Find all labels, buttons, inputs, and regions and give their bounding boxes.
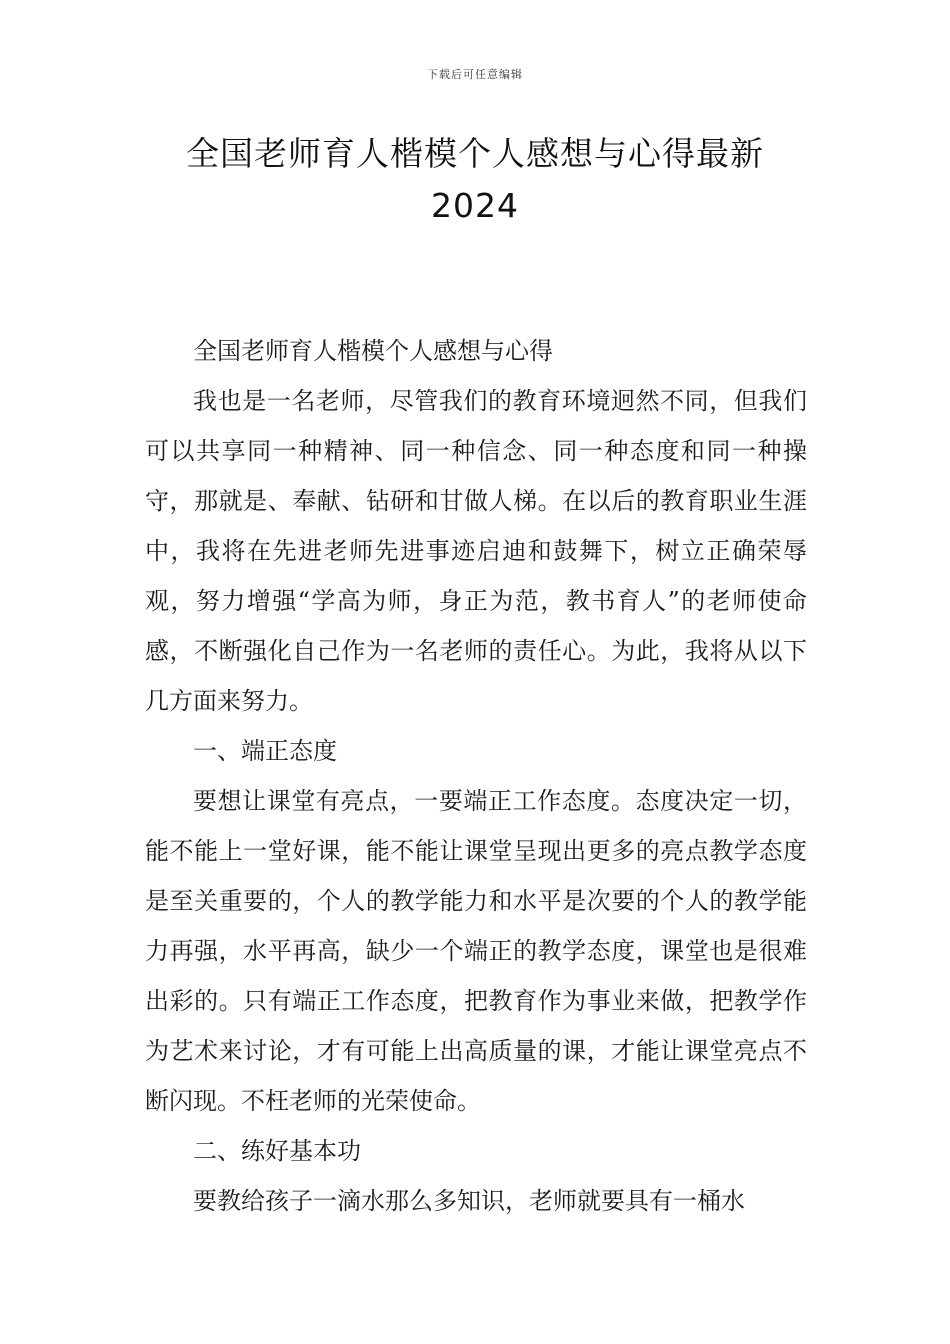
section-heading: 全国老师育人楷模个人感想与心得 bbox=[193, 337, 553, 365]
document-body bbox=[145, 326, 807, 1226]
title-line-1: 全国老师育人楷模个人感想与心得最新 bbox=[186, 134, 764, 173]
section-heading: 一、端正态度 bbox=[193, 737, 337, 765]
paragraph: 要教给孩子一滴水那么多知识，老师就要具有一桶水 bbox=[193, 1187, 745, 1215]
header-note: 下载后可任意编辑 bbox=[427, 68, 523, 81]
document-title bbox=[145, 128, 805, 232]
paragraph: 我也是一名老师，尽管我们的教育环境迥然不同，但我们可以共享同一种精神、同一种信念、同一种态度和同一种操守，那就是、奉献、钻研和甘做人梯。在以后的教育职业生涯中，我将在先进老师先进事迹启迪和鼓舞下，树立正确荣辱观，努力增强“学高为师，身正为范，教书育人”的老师使命感，不断强化自己作为一名老师的责任心。为此，我将从以下几方面来努力。 bbox=[145, 387, 807, 715]
section-heading: 二、练好基本功 bbox=[193, 1137, 361, 1165]
paragraph: 要想让课堂有亮点，一要端正工作态度。态度决定一切，能不能上一堂好课，能不能让课堂呈现出更多的亮点教学态度是至关重要的，个人的教学能力和水平是次要的个人的教学能力再强，水平再高，缺少一个端正的教学态度，课堂也是很难出彩的。只有端正工作态度，把教育作为事业来做，把教学作为艺术来讨论，才有可能上出高质量的课，才能让课堂亮点不断闪现。不枉老师的光荣使命。 bbox=[145, 787, 807, 1115]
title-line-2: 2024 bbox=[431, 186, 519, 225]
